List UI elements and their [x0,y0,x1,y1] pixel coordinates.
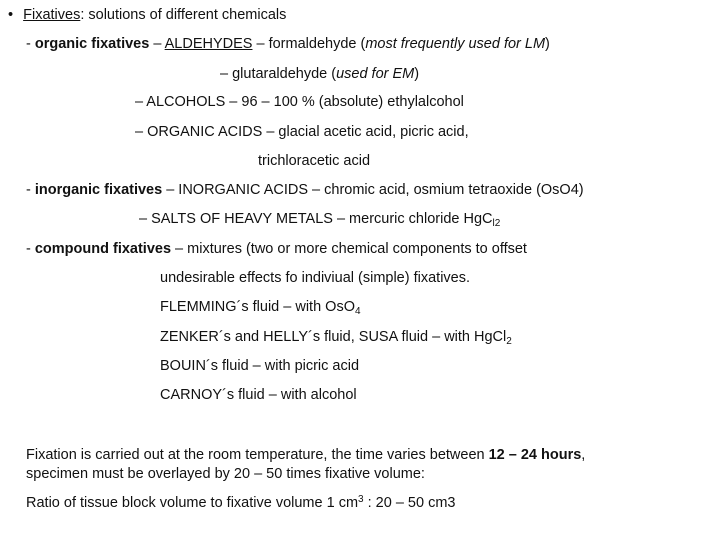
fixatives-definition: : solutions of different chemicals [80,7,287,23]
inorganic-dash: - [26,182,35,198]
glutaraldehyde-note: used for EM [336,66,415,82]
ratio-text: Ratio of tissue block volume to fixative volume 1 cm [26,495,359,511]
organic-sep: – [149,36,165,52]
fixation-line-2: specimen must be overlayed by 20 – 50 times fixative volume: [26,466,425,482]
bullet-line [8,6,286,24]
zenker-text: ZENKER´s and HELLY´s fluid, SUSA fluid – with HgCl [160,329,507,345]
glutaraldehyde-line [220,65,419,83]
salts-text: – SALTS OF HEAVY METALS – mercuric chloride HgC [139,211,493,227]
flemming-text: FLEMMING´s fluid – with OsO [160,299,355,315]
inorganic-text: – INORGANIC ACIDS – chromic acid, osmium tetraoxide (OsO4) [162,182,584,198]
ratio-superscript: 3 [358,494,364,505]
bullet-marker: • [8,7,14,23]
organic-line [26,35,550,53]
inorganic-line [26,181,584,199]
carnoy-line: CARNOY´s fluid – with alcohol [160,387,357,403]
zenker-subscript: 2 [506,336,512,347]
fixation-hours: 12 – 24 hours [488,447,582,463]
fixatives-term: Fixatives [23,7,81,23]
ratio-value: : 20 – 50 cm3 [363,495,456,511]
organic-dash: - [26,36,35,52]
salts-line [139,210,500,228]
fixation-line-1 [26,446,585,464]
compound-text: – mixtures (two or more chemical components to offset [171,241,527,257]
fixation-comma: , [581,447,586,463]
inorganic-label: inorganic fixatives [34,182,163,198]
bouin-line: BOUIN´s fluid – with picric acid [160,358,360,374]
compound-line [26,240,527,258]
aldehydes-label: ALDEHYDES [164,36,253,52]
formaldehyde-note: most frequently used for LM [365,36,546,52]
compound-cont-line: undesirable effects fo indiviual (simple) fixatives. [160,270,471,286]
zenker-line [160,328,512,346]
glutaraldehyde-close: ) [414,66,420,82]
glutaraldehyde-text: – glutaraldehyde ( [220,66,337,82]
formaldehyde-text: – formaldehyde ( [252,36,366,52]
compound-dash: - [26,241,35,257]
organic-label: organic fixatives [34,36,150,52]
formaldehyde-close: ) [545,36,550,52]
compound-label: compound fixatives [34,241,172,257]
flemming-line [160,298,361,316]
ratio-line [26,494,455,512]
salts-subscript: l2 [492,218,501,229]
organic-acids-cont-line: trichloracetic acid [258,153,371,169]
flemming-subscript: 4 [354,306,361,317]
fixation-text: Fixation is carried out at the room temperature, the time varies between [26,447,489,463]
alcohols-line: – ALCOHOLS – 96 – 100 % (absolute) ethylalcohol [135,94,464,110]
organic-acids-line: – ORGANIC ACIDS – glacial acetic acid, picric acid, [135,124,469,140]
